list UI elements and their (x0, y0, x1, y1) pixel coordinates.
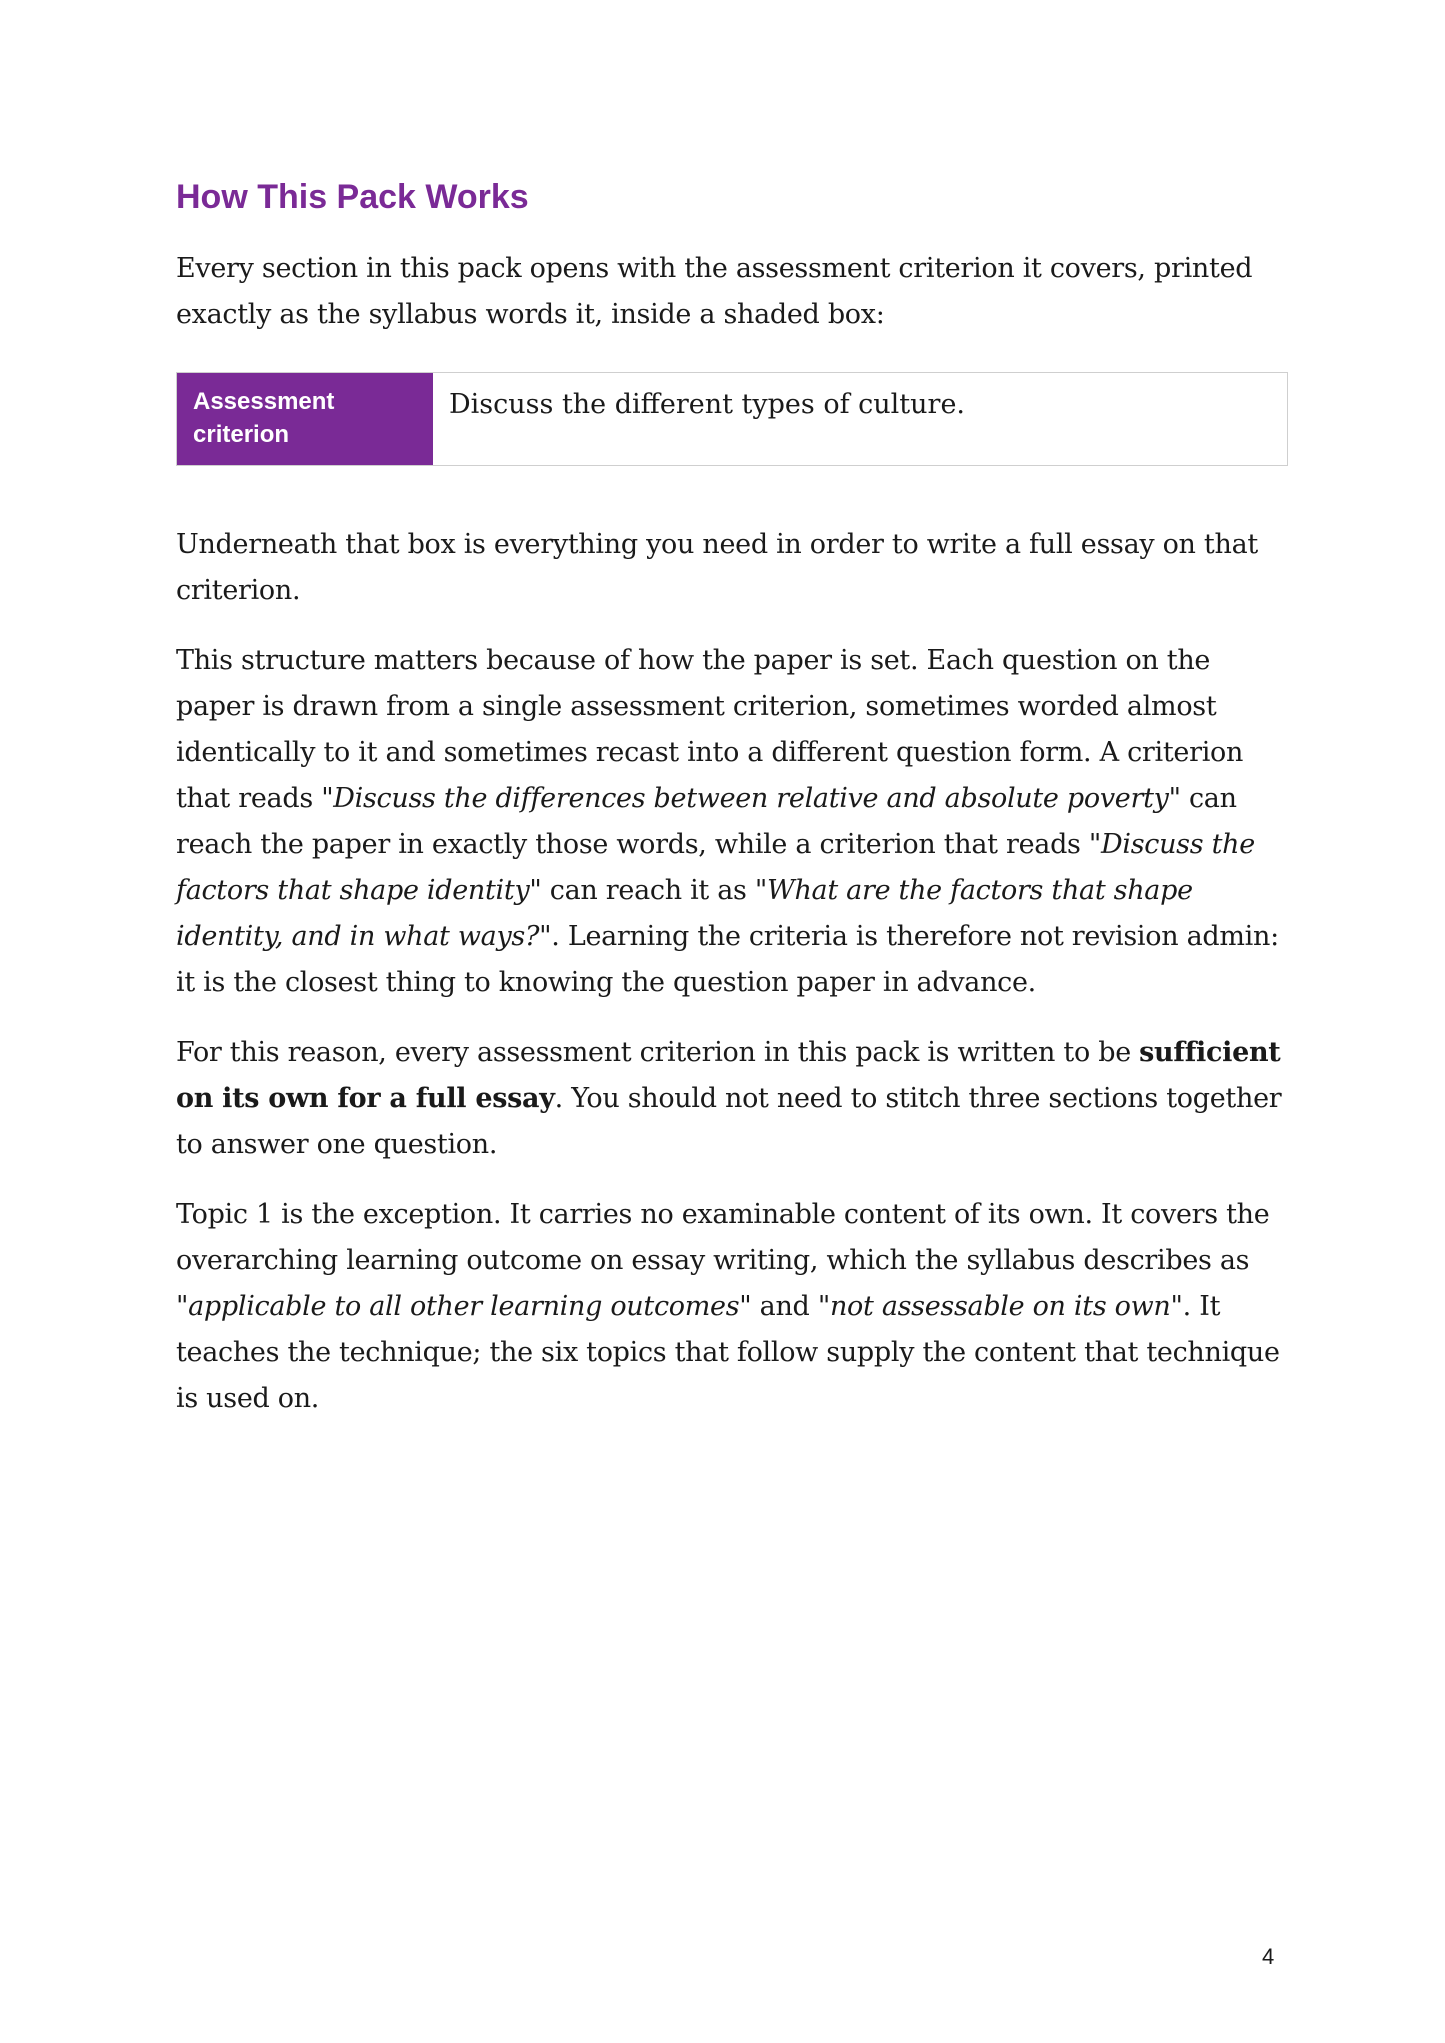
document-page (176, 172, 1288, 1446)
paragraph-structure (176, 638, 1288, 1006)
text-span: Topic 1 is the exception. It carries no examinable content of its own. It covers the overarching learning outcome on essay writing, which the syllabus describes as (176, 1199, 1270, 1276)
text-span: . It teaches the technique; the six topics that follow supply the content that technique is used on. (176, 1291, 1280, 1414)
text-span: This structure matters because of how the paper is set. Each question on the paper is drawn from a single assessment criterion, sometimes worded almost identically to it and sometimes recast into a different question form. A criterion that reads (176, 645, 1244, 814)
intro-paragraph: Every section in this pack opens with the assessment criterion it covers, printed exactly as the syllabus words it, inside a shaded box: (176, 253, 1253, 330)
paragraph-sufficient (176, 1030, 1288, 1168)
section-heading: How This Pack Works (176, 178, 529, 216)
bold-span: sufficient on its own for a full essay (176, 1037, 1281, 1114)
paragraph-underneath: Underneath that box is everything you need in order to write a full essay on that criterion. (176, 529, 1258, 606)
text-span: and (751, 1291, 818, 1322)
quote-span: "not assessable on its own" (817, 1291, 1183, 1322)
quote-span: "Discuss the differences between relative and absolute poverty" (321, 783, 1181, 814)
quote-span: "Discuss the factors that shape identity" (176, 829, 1255, 906)
criterion-label: Assessment criterion (177, 373, 433, 465)
criterion-text: Discuss the different types of culture. (449, 389, 966, 420)
quote-span: "What are the factors that shape identity, and in what ways?" (176, 875, 1193, 952)
text-span: can reach it as (541, 875, 755, 906)
text-span: . You should not need to stitch three sections together to answer one question. (176, 1083, 1282, 1160)
text-span: . Learning the criteria is therefore not revision admin: it is the closest thing to knowing the question paper in advance. (176, 921, 1279, 998)
quote-span: "applicable to all other learning outcomes" (176, 1291, 752, 1322)
text-span: can reach the paper in exactly those words, while a criterion that reads (176, 783, 1237, 860)
page-number: 4 (1262, 1944, 1275, 1969)
paragraph-topic-1 (176, 1192, 1288, 1422)
assessment-criterion-box (176, 372, 1288, 466)
text-span: For this reason, every assessment criterion in this pack is written to be (176, 1037, 1140, 1068)
